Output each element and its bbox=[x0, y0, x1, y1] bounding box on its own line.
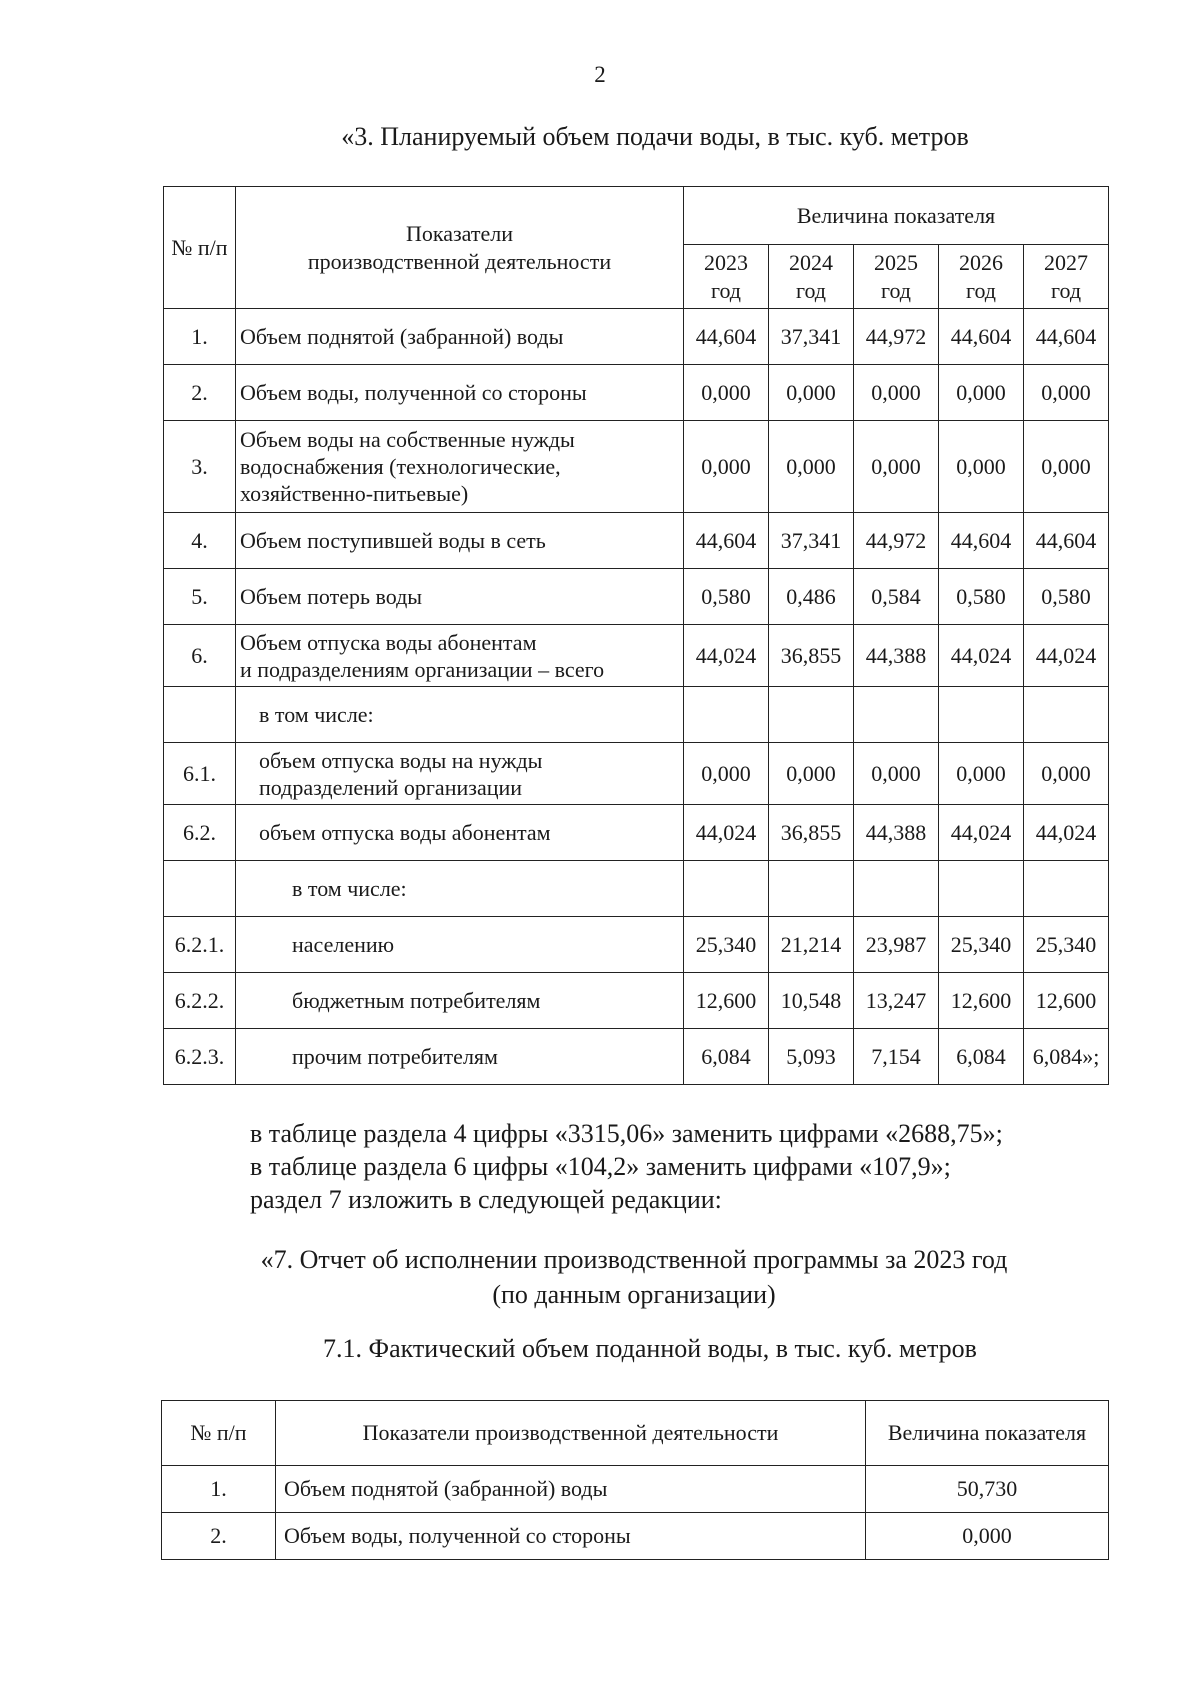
actual-volume-table bbox=[161, 1400, 1109, 1560]
row-name-line: хозяйственно-питьевые) bbox=[240, 481, 469, 506]
section-3-title: «3. Планируемый объем подачи воды, в тыс. куб. метров bbox=[341, 122, 969, 151]
row-value-2023: 0,000 bbox=[684, 421, 769, 513]
row-num: 6.2. bbox=[164, 805, 236, 861]
table-row bbox=[164, 1029, 1109, 1085]
row-name bbox=[236, 421, 684, 513]
row-value-2023: 44,024 bbox=[684, 805, 769, 861]
row-name bbox=[236, 365, 684, 421]
page-number: 2 bbox=[594, 62, 606, 87]
row-num: 2. bbox=[162, 1513, 276, 1560]
row-value-2024: 0,000 bbox=[769, 743, 854, 805]
row-value-2025: 7,154 bbox=[854, 1029, 939, 1085]
row-value-2025: 44,388 bbox=[854, 625, 939, 687]
row-name bbox=[236, 513, 684, 569]
row-value-2026: 44,024 bbox=[939, 805, 1024, 861]
row-name-line: населению bbox=[292, 932, 395, 957]
row-value-2024: 21,214 bbox=[769, 917, 854, 973]
row-num: 1. bbox=[162, 1466, 276, 1513]
row-value-2026: 12,600 bbox=[939, 973, 1024, 1029]
row-name bbox=[236, 687, 684, 743]
row-value-2024: 0,000 bbox=[769, 365, 854, 421]
row-value-2023: 44,024 bbox=[684, 625, 769, 687]
row-num: 6.2.2. bbox=[164, 973, 236, 1029]
row-value-2024: 10,548 bbox=[769, 973, 854, 1029]
row-name: Объем поднятой (забранной) воды bbox=[276, 1466, 866, 1513]
row-value-2027 bbox=[1024, 687, 1109, 743]
section-7-title-note: (по данным организации) bbox=[492, 1280, 776, 1309]
row-value-2024: 0,486 bbox=[769, 569, 854, 625]
header-year bbox=[769, 245, 854, 309]
table-row bbox=[164, 917, 1109, 973]
amendment-line: раздел 7 изложить в следующей редакции: bbox=[250, 1185, 722, 1214]
section-7-1-title: 7.1. Фактический объем поданной воды, в тыс. куб. метров bbox=[323, 1334, 977, 1363]
row-value-2024: 36,855 bbox=[769, 625, 854, 687]
row-num: 4. bbox=[164, 513, 236, 569]
row-name bbox=[236, 625, 684, 687]
row-value-2026 bbox=[939, 861, 1024, 917]
table-row bbox=[164, 625, 1109, 687]
section-7-title: «7. Отчет об исполнении производственной программы за 2023 год bbox=[260, 1245, 1008, 1274]
year-unit: год bbox=[965, 277, 997, 303]
row-name-line: Объем поднятой (забранной) воды bbox=[240, 324, 564, 349]
row-name-line: бюджетным потребителям bbox=[292, 988, 541, 1013]
row-value-2023: 0,000 bbox=[684, 365, 769, 421]
row-name bbox=[236, 743, 684, 805]
row-value-2026: 0,000 bbox=[939, 421, 1024, 513]
row-value-2023: 44,604 bbox=[684, 513, 769, 569]
row-value-2025: 44,972 bbox=[854, 309, 939, 365]
row-name-line: объем отпуска воды на нужды bbox=[259, 747, 543, 773]
year-label: 2024 bbox=[789, 249, 833, 275]
table-row bbox=[164, 805, 1109, 861]
row-value-2023: 44,604 bbox=[684, 309, 769, 365]
row-value-2025: 23,987 bbox=[854, 917, 939, 973]
row-name-line: Объем потерь воды bbox=[240, 584, 423, 609]
row-value-2025 bbox=[854, 687, 939, 743]
table-row bbox=[164, 743, 1109, 805]
row-value-2026: 44,604 bbox=[939, 513, 1024, 569]
row-value-2023: 0,000 bbox=[684, 743, 769, 805]
row-name-line: объем отпуска воды абонентам bbox=[259, 820, 551, 845]
table-row bbox=[164, 569, 1109, 625]
row-name-line: и подразделениям организации – всего bbox=[240, 656, 605, 682]
year-unit: год bbox=[880, 277, 912, 303]
row-value-2026: 6,084 bbox=[939, 1029, 1024, 1085]
table-row bbox=[164, 513, 1109, 569]
row-name bbox=[236, 1029, 684, 1085]
year-unit: год bbox=[1050, 277, 1082, 303]
row-value-2024: 0,000 bbox=[769, 421, 854, 513]
year-label: 2025 bbox=[874, 249, 918, 275]
row-value-2027 bbox=[1024, 861, 1109, 917]
row-name-line: Объем поступившей воды в сеть bbox=[240, 528, 546, 553]
row-value-2025: 0,584 bbox=[854, 569, 939, 625]
row-num: 6.1. bbox=[164, 743, 236, 805]
row-name-line: Объем воды, полученной со стороны bbox=[240, 380, 587, 405]
table-row bbox=[164, 861, 1109, 917]
row-num: 6. bbox=[164, 625, 236, 687]
row-value-2027: 0,000 bbox=[1024, 421, 1109, 513]
header-year bbox=[1024, 245, 1109, 309]
row-num bbox=[164, 861, 236, 917]
row-value-2025: 0,000 bbox=[854, 421, 939, 513]
row-value-2024: 37,341 bbox=[769, 513, 854, 569]
row-value-2027: 44,604 bbox=[1024, 309, 1109, 365]
row-value-2024: 37,341 bbox=[769, 309, 854, 365]
row-value-2027: 6,084»; bbox=[1024, 1029, 1109, 1085]
header-value: Величина показателя bbox=[684, 187, 1109, 245]
row-name-line: прочим потребителям bbox=[292, 1044, 498, 1069]
amendment-line: в таблице раздела 4 цифры «3315,06» заменить цифрами «2688,75»; bbox=[250, 1119, 1003, 1148]
row-num bbox=[164, 687, 236, 743]
row-value-2023: 0,580 bbox=[684, 569, 769, 625]
row-value-2025: 44,972 bbox=[854, 513, 939, 569]
row-value-2026: 44,604 bbox=[939, 309, 1024, 365]
row-name bbox=[236, 569, 684, 625]
table-row bbox=[164, 365, 1109, 421]
row-value-2027: 44,024 bbox=[1024, 625, 1109, 687]
row-value-2024 bbox=[769, 861, 854, 917]
row-value-2023: 6,084 bbox=[684, 1029, 769, 1085]
row-value-2026: 44,024 bbox=[939, 625, 1024, 687]
header-indicator: Показатели производственной деятельности bbox=[276, 1401, 866, 1466]
row-value-2025 bbox=[854, 861, 939, 917]
row-name-line: Объем воды на собственные нужды bbox=[240, 427, 575, 452]
header-year bbox=[854, 245, 939, 309]
row-value-2023 bbox=[684, 861, 769, 917]
header-num: № п/п bbox=[162, 1401, 276, 1466]
row-value-2023: 12,600 bbox=[684, 973, 769, 1029]
table-row bbox=[164, 421, 1109, 513]
row-name-line: в том числе: bbox=[292, 876, 407, 901]
header-indicator bbox=[236, 187, 684, 309]
row-value: 50,730 bbox=[866, 1466, 1109, 1513]
amendments bbox=[250, 1117, 1003, 1216]
row-value-2025: 44,388 bbox=[854, 805, 939, 861]
year-unit: год bbox=[795, 277, 827, 303]
table-row bbox=[162, 1466, 1109, 1513]
row-name bbox=[236, 861, 684, 917]
row-value-2026: 25,340 bbox=[939, 917, 1024, 973]
row-name-line: в том числе: bbox=[259, 702, 374, 727]
row-value-2024: 36,855 bbox=[769, 805, 854, 861]
row-name: Объем воды, полученной со стороны bbox=[276, 1513, 866, 1560]
row-value-2023 bbox=[684, 687, 769, 743]
header-indicator-line2: производственной деятельности bbox=[307, 248, 612, 274]
row-name-line: водоснабжения (технологические, bbox=[240, 454, 561, 479]
year-label: 2023 bbox=[704, 249, 748, 275]
row-num: 5. bbox=[164, 569, 236, 625]
row-name-line: Объем отпуска воды абонентам bbox=[240, 629, 537, 655]
row-value-2026 bbox=[939, 687, 1024, 743]
row-name-line: подразделений организации bbox=[259, 774, 523, 800]
row-value: 0,000 bbox=[866, 1513, 1109, 1560]
amendment-line: в таблице раздела 6 цифры «104,2» заменить цифрами «107,9»; bbox=[250, 1152, 951, 1181]
table-row bbox=[164, 973, 1109, 1029]
row-value-2025: 13,247 bbox=[854, 973, 939, 1029]
header-num: № п/п bbox=[164, 187, 236, 309]
table-row bbox=[164, 687, 1109, 743]
row-num: 3. bbox=[164, 421, 236, 513]
row-num: 1. bbox=[164, 309, 236, 365]
header-value: Величина показателя bbox=[866, 1401, 1109, 1466]
row-num: 6.2.3. bbox=[164, 1029, 236, 1085]
row-value-2024 bbox=[769, 687, 854, 743]
row-value-2025: 0,000 bbox=[854, 365, 939, 421]
year-unit: год bbox=[710, 277, 742, 303]
planned-volume-table bbox=[163, 186, 1109, 1085]
row-value-2026: 0,000 bbox=[939, 365, 1024, 421]
header-year bbox=[939, 245, 1024, 309]
row-value-2027: 0,580 bbox=[1024, 569, 1109, 625]
row-value-2027: 12,600 bbox=[1024, 973, 1109, 1029]
row-value-2027: 44,024 bbox=[1024, 805, 1109, 861]
row-value-2026: 0,580 bbox=[939, 569, 1024, 625]
row-value-2027: 44,604 bbox=[1024, 513, 1109, 569]
row-value-2027: 25,340 bbox=[1024, 917, 1109, 973]
row-name bbox=[236, 973, 684, 1029]
row-value-2024: 5,093 bbox=[769, 1029, 854, 1085]
header-year bbox=[684, 245, 769, 309]
row-name bbox=[236, 309, 684, 365]
header-indicator-line1: Показатели bbox=[405, 220, 514, 246]
table-row bbox=[164, 309, 1109, 365]
row-value-2023: 25,340 bbox=[684, 917, 769, 973]
row-num: 2. bbox=[164, 365, 236, 421]
row-value-2027: 0,000 bbox=[1024, 743, 1109, 805]
table-row bbox=[162, 1513, 1109, 1560]
row-num: 6.2.1. bbox=[164, 917, 236, 973]
row-name bbox=[236, 917, 684, 973]
year-label: 2026 bbox=[959, 249, 1003, 275]
row-value-2026: 0,000 bbox=[939, 743, 1024, 805]
year-label: 2027 bbox=[1044, 249, 1089, 275]
row-value-2027: 0,000 bbox=[1024, 365, 1109, 421]
row-value-2025: 0,000 bbox=[854, 743, 939, 805]
row-name bbox=[236, 805, 684, 861]
